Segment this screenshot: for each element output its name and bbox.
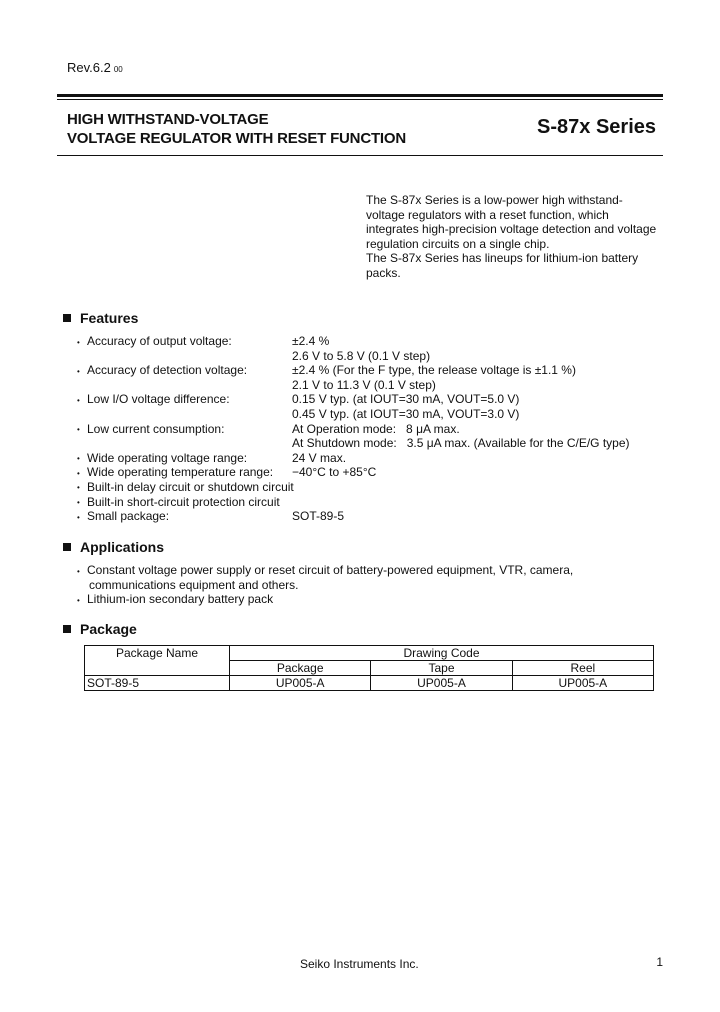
bullet-icon: • <box>77 596 80 605</box>
intro-line: packs. <box>366 265 401 280</box>
bullet-icon: • <box>77 454 80 463</box>
applications-heading-text: Applications <box>80 539 165 555</box>
feature-label: Built-in short-circuit protection circuit <box>87 494 280 509</box>
applications-heading <box>63 539 164 555</box>
feature-value: SOT-89-5 <box>292 509 345 524</box>
feature-value: 2.6 V to 5.8 V (0.1 V step) <box>292 348 431 363</box>
cell-tape-code: UP005-A <box>371 676 512 691</box>
package-table <box>84 645 654 691</box>
feature-label: Small package: <box>87 509 170 524</box>
package-name-header: Package Name <box>85 646 230 676</box>
cell-reel-code: UP005-A <box>512 676 653 691</box>
bullet-icon: • <box>77 483 80 492</box>
section-square-icon <box>63 314 71 322</box>
section-square-icon <box>63 625 71 633</box>
drawing-code-header: Drawing Code <box>230 646 654 661</box>
package-heading-text: Package <box>80 621 137 637</box>
cell-package-code: UP005-A <box>230 676 371 691</box>
subheader-tape: Tape <box>371 661 512 676</box>
title-line-2: VOLTAGE REGULATOR WITH RESET FUNCTION <box>67 130 406 147</box>
revision-text: Rev.6.2 <box>67 60 111 75</box>
bullet-icon: • <box>77 367 80 376</box>
bullet-icon: • <box>77 469 80 478</box>
bullet-icon: • <box>77 396 80 405</box>
feature-label: Low current consumption: <box>87 421 225 436</box>
package-heading <box>63 621 137 637</box>
bullet-icon: • <box>77 513 80 522</box>
bullet-icon: • <box>77 338 80 347</box>
features-heading-text: Features <box>80 310 139 326</box>
feature-label: Low I/O voltage difference: <box>87 392 230 407</box>
bullet-icon: • <box>77 498 80 507</box>
intro-line: The S-87x Series has lineups for lithium-ion battery <box>366 251 639 266</box>
intro-line: The S-87x Series is a low-power high withstand- <box>366 193 623 207</box>
feature-label: Accuracy of detection voltage: <box>87 363 248 378</box>
title-line-1: HIGH WITHSTAND-VOLTAGE <box>67 111 269 128</box>
bullet-icon: • <box>77 567 80 576</box>
feature-label: Accuracy of output voltage: <box>87 334 232 348</box>
features-heading <box>63 310 138 326</box>
feature-label: Wide operating voltage range: <box>87 450 248 465</box>
cell-package-name: SOT-89-5 <box>85 676 230 691</box>
header-rule-bottom <box>57 155 663 156</box>
feature-label: Wide operating temperature range: <box>87 465 274 480</box>
feature-value: 2.1 V to 11.3 V (0.1 V step) <box>292 377 436 392</box>
feature-value: ±2.4 % <box>292 334 330 348</box>
header-rule-top <box>57 94 663 97</box>
feature-value: 0.45 V typ. (at IOUT=30 mA, VOUT=3.0 V) <box>292 407 520 421</box>
table-row <box>85 676 654 691</box>
revision-suffix: 00 <box>113 65 123 74</box>
intro-line: integrates high-precision voltage detection and voltage <box>366 222 657 237</box>
footer-company: Seiko Instruments Inc. <box>300 957 419 971</box>
feature-value: At Shutdown mode: 3.5 μA max. (Available for the C/E/G type) <box>292 436 630 451</box>
feature-value: ±2.4 % (For the F type, the release voltage is ±1.1 %) <box>292 363 576 378</box>
intro-line: regulation circuits on a single chip. <box>366 236 550 251</box>
feature-value: 0.15 V typ. (at IOUT=30 mA, VOUT=5.0 V) <box>292 392 520 407</box>
intro-line: voltage regulators with a reset function, which <box>366 207 609 222</box>
header-rule-thin <box>57 99 663 100</box>
table-header-row <box>85 646 654 661</box>
feature-label: Built-in delay circuit or shutdown circuit <box>87 480 294 494</box>
subheader-reel: Reel <box>512 661 653 676</box>
bullet-icon: • <box>77 425 80 434</box>
application-item: Lithium-ion secondary battery pack <box>87 592 274 607</box>
intro-paragraph <box>366 193 666 281</box>
section-square-icon <box>63 543 71 551</box>
features-list <box>0 334 720 534</box>
feature-value: 24 V max. <box>292 450 347 465</box>
subheader-package: Package <box>230 661 371 676</box>
series-name: S-87x Series <box>537 116 656 138</box>
application-item: Constant voltage power supply or reset circuit of battery-powered equipment, VTR, camera, <box>87 563 574 577</box>
revision <box>67 60 123 75</box>
applications-list <box>0 563 720 613</box>
page-number: 1 <box>656 955 663 969</box>
feature-value: −40°C to +85°C <box>292 465 377 480</box>
feature-value: At Operation mode: 8 μA max. <box>292 421 460 436</box>
application-item-continued: communications equipment and others. <box>89 577 299 592</box>
